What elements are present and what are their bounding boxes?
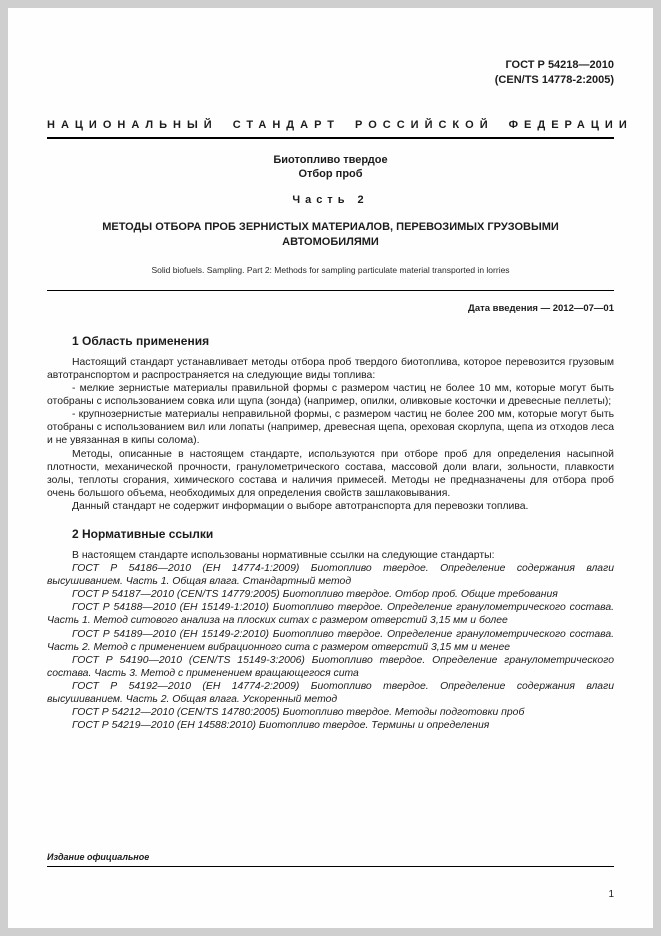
reference-item: ГОСТ Р 54219—2010 (ЕН 14588:2010) Биотопливо твердое. Термины и определения bbox=[72, 720, 490, 732]
reference-item: ГОСТ Р 54190—2010 (CEN/TS 15149-3:2006) Биотопливо твердое. Определение гранулометрического состава. Часть 3. Метод с применением вращающегося сита bbox=[47, 654, 614, 679]
part-label: Часть 2 bbox=[292, 194, 369, 207]
official-edition-label: Издание официальное bbox=[47, 852, 150, 862]
section-1-heading: 1 Область применения bbox=[72, 333, 210, 348]
scope-paragraph: Данный стандарт не содержит информации о выборе автотранспорта для перевозки топлива. bbox=[72, 500, 529, 512]
footer-divider bbox=[47, 866, 614, 867]
reference-item: ГОСТ Р 54188—2010 (ЕН 15149-1:2010) Биотопливо твердое. Определение гранулометрического состава. Часть 1. Метод ситового анализа на плоских ситах с размером отверстий 3,15 мм и более bbox=[47, 602, 614, 627]
scope-paragraph: - мелкие зернистые материалы правильной формы с размером частиц не более 10 мм, которые могут быть отобраны с использованием совка или щупа (зонда) (например, опилки, оливковые косточки и древесные пеллеты); bbox=[47, 383, 614, 408]
reference-item: ГОСТ Р 54187—2010 (CEN/TS 14779:2005) Биотопливо твердое. Отбор проб. Общие требования bbox=[72, 589, 558, 601]
reference-item: ГОСТ Р 54212—2010 (CEN/TS 14780:2005) Биотопливо твердое. Методы подготовки проб bbox=[72, 707, 525, 719]
main-title: МЕТОДЫ ОТБОРА ПРОБ ЗЕРНИСТЫХ МАТЕРИАЛОВ, ПЕРЕВОЗИМЫХ ГРУЗОВЫМИ АВТОМОБИЛЯМИ bbox=[102, 221, 559, 248]
references-intro: В настоящем стандарте использованы нормативные ссылки на следующие стандарты: bbox=[72, 550, 495, 561]
document-page bbox=[8, 8, 653, 928]
doc-number: ГОСТ Р 54218—2010 bbox=[505, 59, 614, 71]
scope-paragraph: - крупнозернистые материалы неправильной формы, с размером частиц не более 200 мм, которые могут быть отобраны с использованием вил или лопаты (например, древесная щепа, ореховая скорлупа, щепа из отходов леса и не увязанная в кипы солома). bbox=[47, 409, 614, 447]
page-number: 1 bbox=[608, 889, 614, 900]
scope-paragraph: Настоящий стандарт устанавливает методы отбора проб твердого биотоплива, которое перевозится грузовым автотранспортом и распространяется на следующие виды топлива: bbox=[47, 356, 614, 381]
reference-item: ГОСТ Р 54192—2010 (ЕН 14774-2:2009) Биотопливо твердое. Определение содержания влаги высушиванием. Часть 2. Общая влага. Ускоренный метод bbox=[47, 680, 614, 706]
reference-item: ГОСТ Р 54189—2010 (ЕН 15149-2:2010) Биотопливо твердое. Определение гранулометрического состава. Часть 2. Метод с применением вибрационного сита с размером отверстий 3,15 мм и менее bbox=[47, 628, 614, 653]
subject-line-2: Отбор проб bbox=[298, 167, 363, 180]
section-2-heading: 2 Нормативные ссылки bbox=[72, 527, 214, 541]
reference-item: ГОСТ Р 54186—2010 (ЕН 14774-1:2009) Биотопливо твердое. Определение содержания влаги высушиванием. Часть 1. Общая влага. Стандартный метод bbox=[47, 563, 614, 588]
page-content bbox=[47, 8, 633, 732]
title-block bbox=[47, 154, 614, 275]
doc-number-international: (CEN/TS 14778-2:2005) bbox=[494, 74, 614, 87]
header-divider bbox=[47, 137, 614, 139]
title-divider bbox=[47, 290, 614, 291]
doc-number-block bbox=[47, 58, 614, 89]
effective-date: Дата введения — 2012—07—01 bbox=[468, 302, 614, 314]
scope-paragraph: Методы, описанные в настоящем стандарте, используются при отборе проб для определения насыпной плотности, механической прочности, гранулометрического состава, массовой доли влаги, зольности, плавкости золы, теплоты сгорания, химического состава и наличия примесей. Методы не предназначены для отбора проб очень большого объема, необходимых для определения свойств зашлаковывания. bbox=[47, 448, 614, 499]
english-title: Solid biofuels. Sampling. Part 2: Methods for sampling particulate material transported in lorries bbox=[151, 264, 510, 275]
page-footer bbox=[47, 852, 614, 900]
standard-type-heading: НАЦИОНАЛЬНЫЙ СТАНДАРТ РОССИЙСКОЙ ФЕДЕРАЦИИ bbox=[47, 118, 633, 131]
subject-line-1: Биотопливо твердое bbox=[273, 153, 388, 166]
